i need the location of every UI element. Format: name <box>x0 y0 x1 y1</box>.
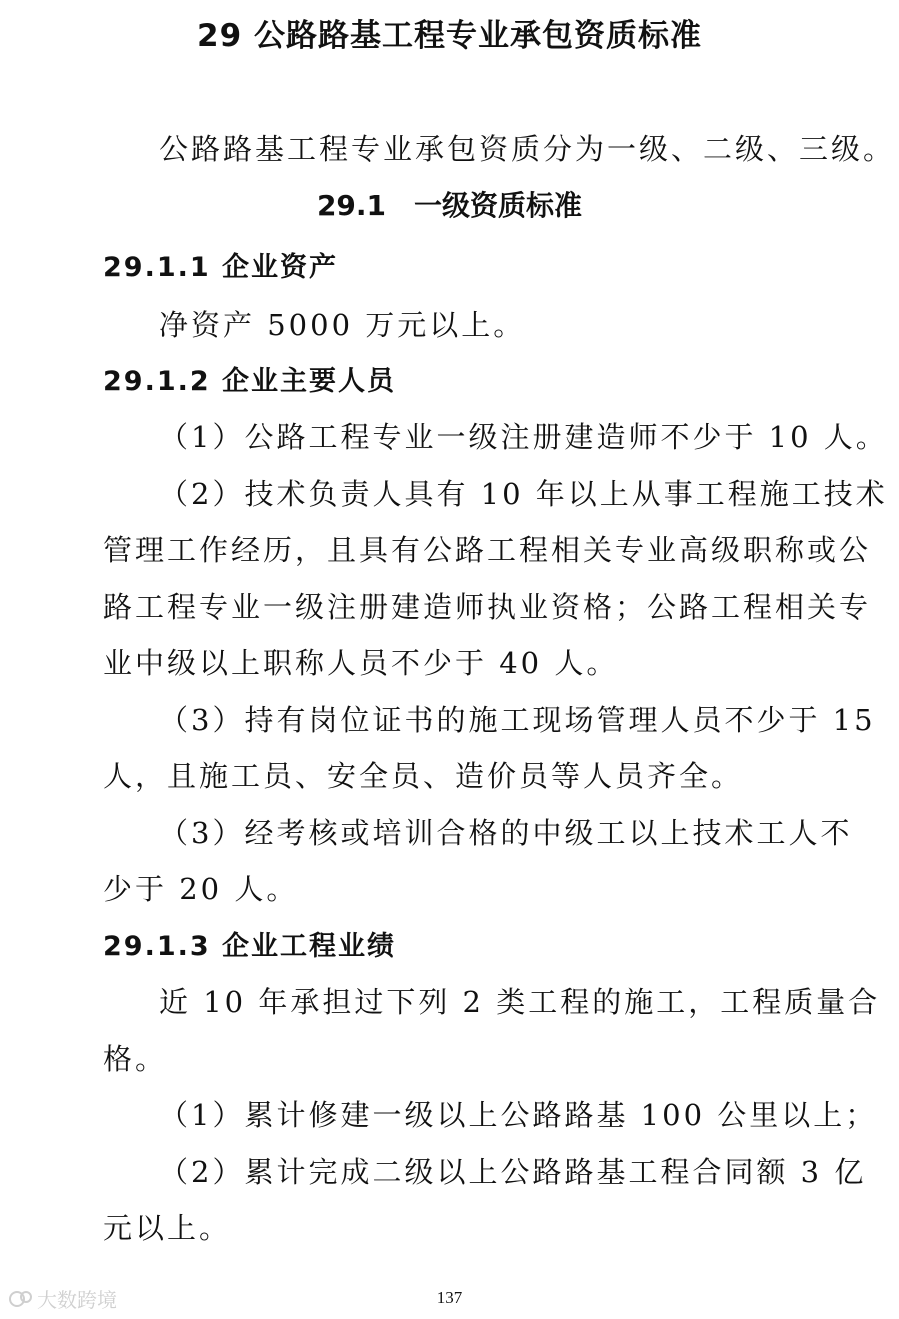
paragraph-line: （1）公路工程专业一级注册建造师不少于 10 人。 <box>159 420 888 454</box>
paragraph-line: 路工程专业一级注册建造师执业资格；公路工程相关专 <box>103 590 872 624</box>
paragraph-line: （3）经考核或培训合格的中级工以上技术工人不 <box>159 816 853 850</box>
paragraph-line: （1）累计修建一级以上公路路基 100 公里以上； <box>159 1098 878 1132</box>
subsection-heading-performance: 29.1.3 企业工程业绩 <box>103 931 397 962</box>
watermark <box>8 1284 117 1313</box>
paragraph-line: 管理工作经历，且具有公路工程相关专业高级职称或公 <box>103 533 872 567</box>
paragraph-line: （2）累计完成二级以上公路路基工程合同额 3 亿 <box>159 1155 867 1189</box>
paragraph-line: （3）持有岗位证书的施工现场管理人员不少于 15 <box>159 703 876 737</box>
intro-paragraph: 公路路基工程专业承包资质分为一级、二级、三级。 <box>159 132 896 166</box>
page-number: 137 <box>436 1288 463 1307</box>
paragraph-line: 业中级以上职称人员不少于 40 人。 <box>103 646 619 680</box>
page-title: 29 公路路基工程专业承包资质标准 <box>197 18 702 54</box>
subsection-heading-assets: 29.1.1 企业资产 <box>103 252 339 283</box>
watermark-logo-icon <box>8 1288 34 1310</box>
paragraph-line: 格。 <box>103 1042 168 1076</box>
section-heading: 29.1 一级资质标准 <box>316 189 583 222</box>
paragraph-line: （2）技术负责人具有 10 年以上从事工程施工技术 <box>159 477 888 511</box>
watermark-text: 大数跨境 <box>37 1288 117 1312</box>
paragraph-line: 少于 20 人。 <box>103 872 299 906</box>
paragraph-line: 人，且施工员、安全员、造价员等人员齐全。 <box>103 759 744 793</box>
subsection-heading-personnel: 29.1.2 企业主要人员 <box>103 366 397 397</box>
paragraph-line: 近 10 年承担过下列 2 类工程的施工，工程质量合 <box>159 985 881 1019</box>
paragraph-line: 元以上。 <box>103 1211 232 1245</box>
paragraph-line: 净资产 5000 万元以上。 <box>159 308 526 342</box>
